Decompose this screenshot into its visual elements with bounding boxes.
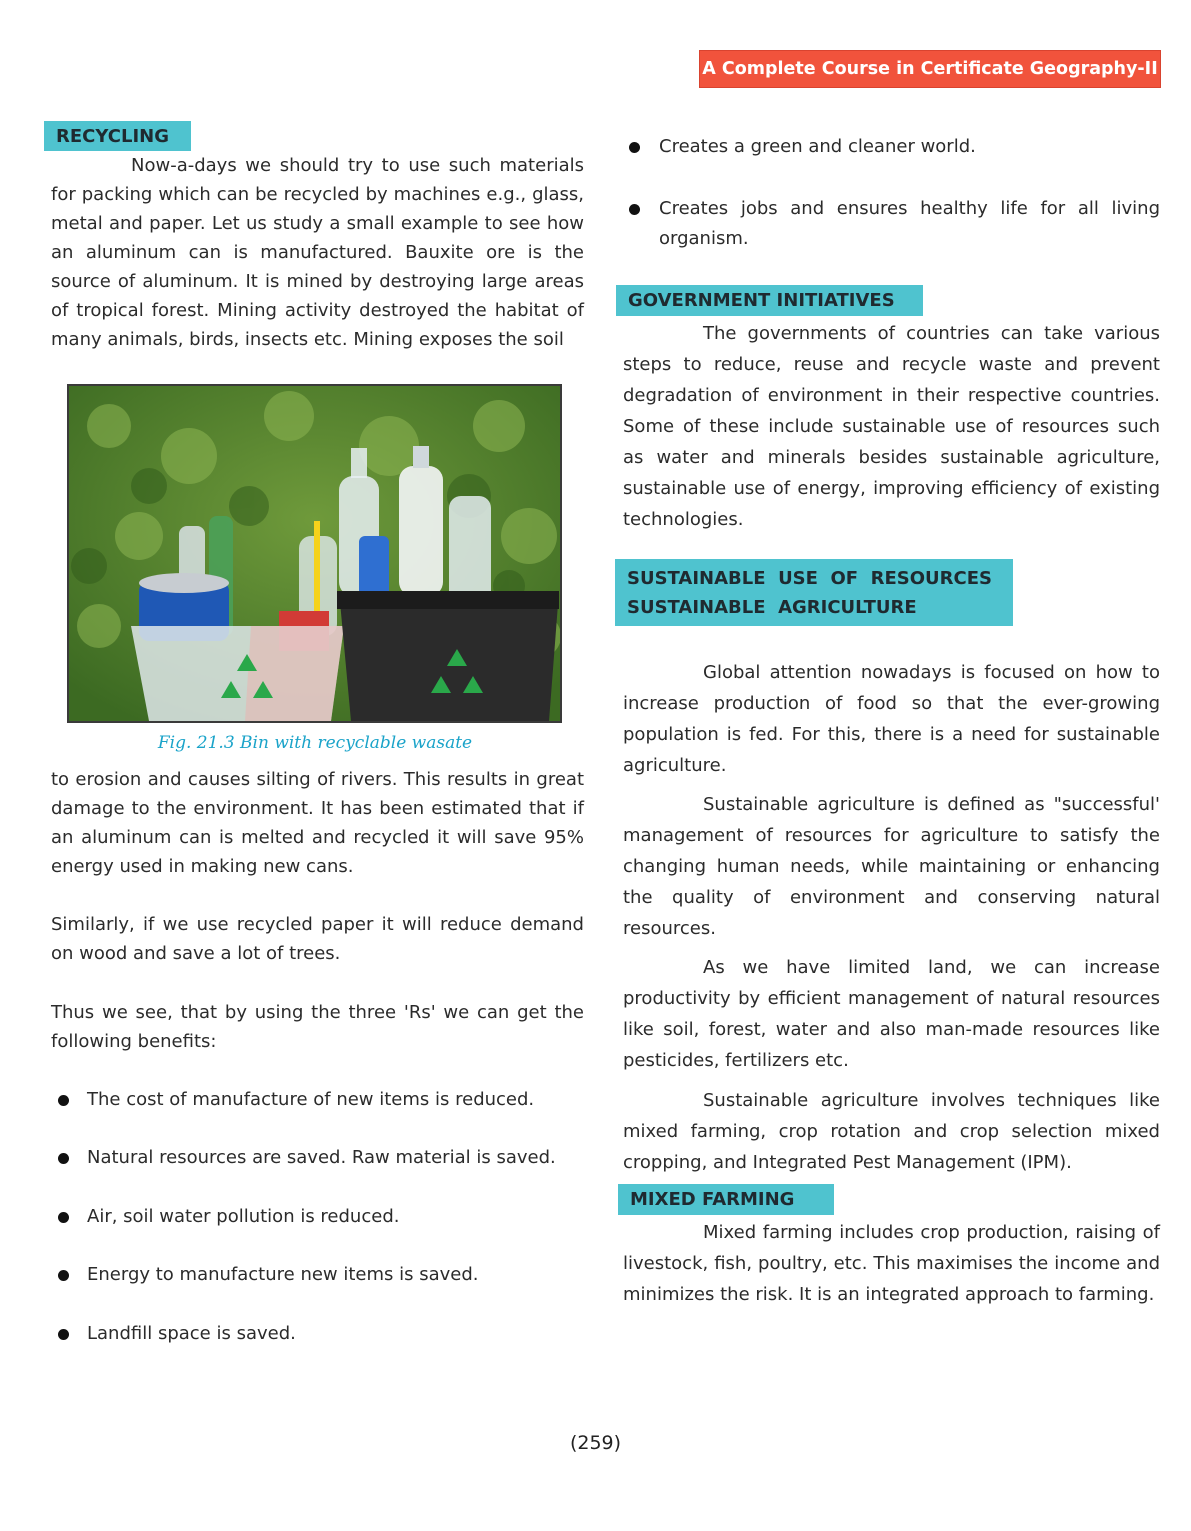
benefit-item: Air, soil water pollution is reduced. [58, 1202, 588, 1232]
figure-caption: Fig. 21.3 Bin with recyclable wasate [157, 733, 473, 753]
benefit-item: Energy to manufacture new items is saved. [58, 1260, 588, 1290]
benefit-item: The cost of manufacture of new items is reduced. [58, 1085, 588, 1115]
government-initiatives-heading [616, 285, 923, 316]
sustainable-heading-line-1: SUSTAINABLE USE OF RESOURCES [627, 567, 992, 589]
agriculture-paragraph-4: Sustainable agriculture involves techniques like mixed farming, crop rotation and crop selection mixed cropping, and Integrated Pest Management (IPM). [623, 1090, 1160, 1173]
benefit-item: Landfill space is saved. [58, 1319, 588, 1349]
mixed-farming-heading [618, 1184, 834, 1215]
bullet-dot-icon [58, 1212, 69, 1223]
page-number: (259) [569, 1432, 622, 1454]
bullet-dot-icon [58, 1270, 69, 1281]
government-paragraph: The governments of countries can take various steps to reduce, reuse and recycle waste and prevent degradation of environment in their respective countries. Some of these include sustainable use of resources such as water and minerals besides sustainable agriculture, sustainable use of energy, improving efficiency of existing technologies. [623, 323, 1160, 530]
mixed-farming-heading-text: MIXED FARMING [630, 1189, 795, 1210]
bullet-dot-icon [58, 1153, 69, 1164]
recycling-bin-figure [67, 384, 562, 723]
benefit-item: Creates a green and cleaner world. [629, 132, 1160, 162]
agriculture-paragraph-2: Sustainable agriculture is defined as "successful' management of resources for agriculture to satisfy the changing human needs, while maintaining or enhancing the quality of environment and conserving natural resources. [623, 794, 1160, 939]
agriculture-paragraph-3: As we have limited land, we can increase productivity by efficient management of natural resources like soil, forest, water and also man-made resources like pesticides, fertilizers etc. [623, 957, 1160, 1071]
recycling-paragraph-3: Thus we see, that by using the three 'Rs' we can get the following benefits: [51, 1002, 584, 1052]
recycling-bin-illustration [69, 386, 560, 721]
bullet-dot-icon [58, 1329, 69, 1340]
recycling-paragraph-2: Similarly, if we use recycled paper it will reduce demand on wood and save a lot of trees. [51, 914, 584, 964]
bullet-dot-icon [58, 1095, 69, 1106]
bullet-dot-icon [629, 142, 640, 153]
recycling-paragraph-1-continued: to erosion and causes silting of rivers. This results in great damage to the environment. It has been estimated that if an aluminum can is melted and recycled it will save 95% energy used in making new cans. [51, 769, 584, 877]
benefit-item: Creates jobs and ensures healthy life for all living organism. [629, 194, 1160, 254]
course-title-badge [699, 50, 1161, 88]
bullet-dot-icon [629, 204, 640, 215]
recycling-heading-text: RECYCLING [56, 125, 169, 147]
agriculture-paragraph-1: Global attention nowadays is focused on how to increase production of food so that the ever-growing population is fed. For this, there is a need for sustainable agriculture. [623, 662, 1160, 776]
benefit-item: Natural resources are saved. Raw material is saved. [58, 1143, 588, 1173]
sustainable-heading-line-2: SUSTAINABLE AGRICULTURE [627, 596, 917, 618]
mixed-farming-paragraph: Mixed farming includes crop production, raising of livestock, fish, poultry, etc. This maximises the income and minimizes the risk. It is an integrated approach to farming. [623, 1222, 1160, 1305]
government-initiatives-heading-text: GOVERNMENT INITIATIVES [628, 290, 895, 311]
sustainable-heading [615, 559, 1013, 626]
course-title: A Complete Course in Certificate Geography-II [702, 59, 1158, 79]
recycling-heading [44, 121, 191, 151]
recycling-paragraph-1: Now-a-days we should try to use such materials for packing which can be recycled by machines e.g., glass, metal and paper. Let us study a small example to see how an aluminum can is manufactured. Bauxite ore is the source of aluminum. It is mined by destroying large areas of tropical forest. Mining activity destroyed the habitat of many animals, birds, insects etc. Mining exposes the soil [51, 155, 584, 350]
